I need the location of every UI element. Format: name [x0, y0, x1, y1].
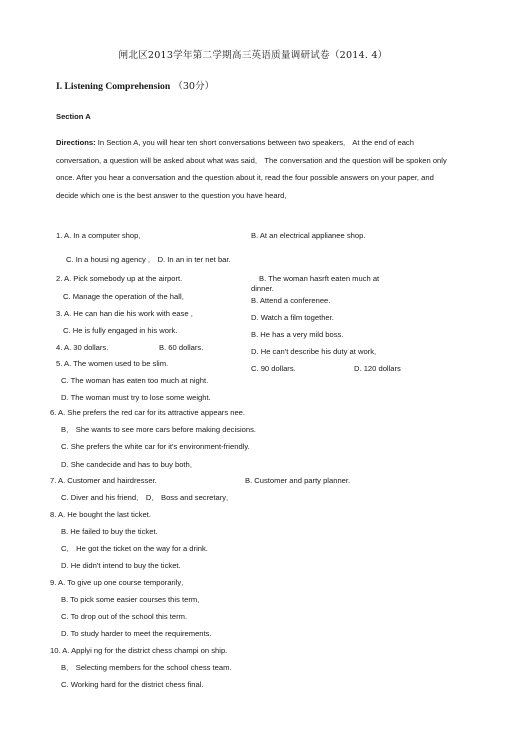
- question-1-option-a: 1. A. In a computer shop．: [56, 231, 146, 240]
- question-2-option-d: B. Attend a conferenee.: [251, 296, 331, 305]
- question-8-option-c: C． He got the ticket on the way for a drink.: [61, 544, 208, 553]
- question-2-option-b: B. The woman hasrft eaten much at: [259, 274, 380, 283]
- question-5-option-d: D. The woman must try to lose some weight.: [61, 393, 211, 402]
- question-3-option-d: D. Watch a film together.: [251, 313, 334, 322]
- question-4-option-b: B. 60 dollars.: [159, 343, 204, 352]
- question-4-option-a: 4. A. 30 dollars.: [56, 343, 109, 352]
- question-2-option-c: C. Manage the operation of the hall．: [63, 292, 190, 301]
- question-7-option-b: B. Customer and party planner.: [245, 476, 351, 485]
- question-7-option-a: 7. A. Customer and hairdresser.: [50, 476, 157, 485]
- question-3-option-a: 3. A. He can han die his work with ease ．: [56, 309, 199, 318]
- question-2-option-b-cont: dinner.: [251, 284, 274, 293]
- question-7-options-c-d: C. Diver and his friend． D． Boss and secretary．: [61, 493, 234, 502]
- directions-text: In Section A, you will hear ten short conversations between two speakers． At the end of each conversation, a question will be asked about what was said． The conversation and the question will be spoken only once. After you hear a conversation and the question about it, read the four possible answers on your paper, and decide which one is the best answer to the question you have heard．: [56, 138, 447, 200]
- question-4-option-d: D. He can't describe his duty at work．: [251, 347, 382, 356]
- question-10-option-c: C. Working hard for the district chess final.: [61, 680, 204, 689]
- question-9-option-d: D. To study harder to meet the requirements.: [61, 629, 212, 638]
- part-score: （30分）: [170, 81, 215, 92]
- question-10-option-b: B． Selecting members for the school chess team.: [61, 663, 232, 672]
- section-heading: Section A: [56, 112, 91, 121]
- directions-label: Directions:: [56, 138, 96, 147]
- question-3-option-c: C. He is fully engaged in his work.: [63, 326, 178, 335]
- part-heading-text: I. Listening Comprehension: [56, 81, 171, 92]
- directions-paragraph: [56, 134, 456, 204]
- question-4-option-c: C. 90 dollars.: [251, 364, 296, 373]
- question-8-option-d: D. He didn't intend to buy the ticket.: [61, 561, 181, 570]
- question-9-option-a: 9. A. To give up one course temporarily．: [50, 578, 189, 587]
- question-6-option-b: B． She wants to see more cars before making decisions.: [61, 425, 256, 434]
- question-1-option-b: B. At an electrical applianee shop.: [251, 231, 366, 240]
- question-6-option-c: C. She prefers the white car for it's environment-friendly.: [61, 442, 250, 451]
- question-2-option-a: 2. A. Pick somebody up at the airport.: [56, 274, 183, 283]
- question-3-option-b: B. He has a very mild boss.: [251, 330, 344, 339]
- question-6-option-a: 6. A. She prefers the red car for its attractive appears nee.: [50, 408, 246, 417]
- question-9-option-c: C. To drop out of the school this term.: [61, 612, 188, 621]
- question-5-option-c: C. The woman has eaten too much at night.: [61, 376, 209, 385]
- exam-title: 闸北区2013学年第二学期高三英语质量调研试卷（2014. 4）: [118, 50, 388, 61]
- question-4-option-d2: D. 120 dollars: [354, 364, 401, 373]
- question-5-option-a: 5. A. The women used to be slim.: [56, 359, 169, 368]
- question-8-option-a: 8. A. He bought the last ticket.: [50, 510, 151, 519]
- part-heading: [56, 82, 214, 92]
- question-9-option-b: B. To pick some easier courses this term．: [61, 595, 205, 604]
- question-6-option-d: D. She candecide and has to buy both．: [61, 460, 198, 469]
- question-10-option-a: 10. A. Applyi ng for the district chess champi on ship.: [50, 646, 228, 655]
- question-8-option-b: B. He failed to buy the ticket.: [61, 527, 158, 536]
- question-1-options-c-d: C. In a housi ng agency ． D. In an in ter net bar.: [66, 255, 231, 264]
